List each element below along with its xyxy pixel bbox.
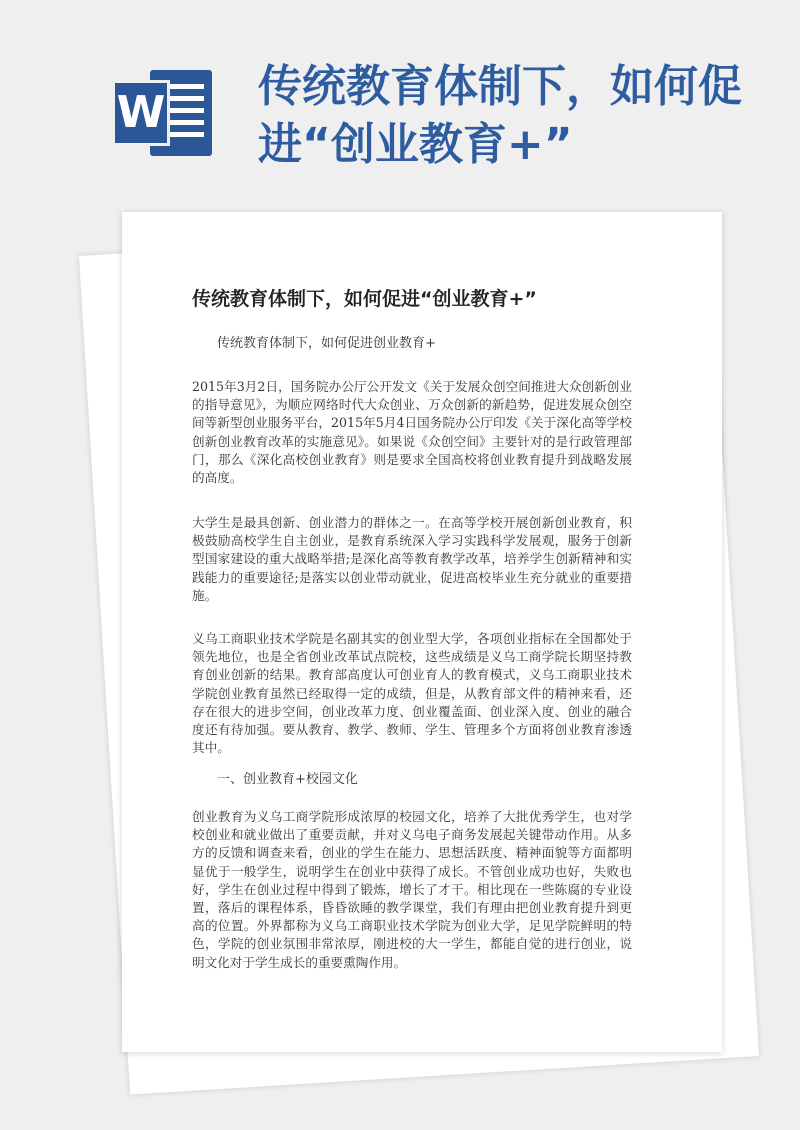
page-title: 传统教育体制下，如何促进“创业教育+” bbox=[258, 61, 742, 170]
paragraph-4: 创业教育为义乌工商学院形成浓厚的校园文化，培养了大批优秀学生，也对学校创业和就业做出了重要贡献，并对义乌电子商务发展起关键带动作用。从多方的反馈和调查来看，创业的学生在能力、思想活跃度、精神面貌等方面都明显优于一般学生，说明学生在创业中获得了成长。不管创业成功也好，失败也好，学生在创业过程中得到了锻炼，增长了才干。相比现在一些陈腐的专业设置，落后的课程体系，昏昏欲睡的教学课堂，我们有理由把创业教育提升到更高的位置。外界都称为义乌工商职业技术学院为创业大学，足见学院鲜明的特色，学院的创业氛围非常浓厚，刚进校的大一学生，都能自觉的进行创业，说明文化对于学生成长的重要熏陶作用。 bbox=[192, 809, 632, 970]
paragraph-3: 义乌工商职业技术学院是名副其实的创业型大学，各项创业指标在全国都处于领先地位，也是全省创业改革试点院校，这些成绩是义乌工商学院长期坚持教育创业创新的结果。教育部高度认可创业育人的教育模式，义乌工商职业技术学院创业教育虽然已经取得一定的成绩，但是，从教育部文件的精神来看，还存在很大的进步空间，创业改革力度、创业覆盖面、创业深入度、创业的融合度还有待加强。要从教育、教学、教师、学生、管理多个方面将创业教育渗透其中。 bbox=[192, 631, 632, 756]
document-subtitle: 传统教育体制下，如何促进创业教育+ bbox=[217, 336, 436, 351]
paragraph-2: 大学生是最具创新、创业潜力的群体之一。在高等学校开展创新创业教育，积极鼓励高校学生自主创业，是教育系统深入学习实践科学发展观，服务于创新型国家建设的重大战略举措;是深化高等教育教学改革，培养学生创新精神和实践能力的重要途径;是落实以创业带动就业，促进高校毕业生充分就业的重要措施。 bbox=[192, 515, 632, 603]
document-page[interactable] bbox=[122, 212, 722, 1052]
header bbox=[0, 0, 800, 210]
microsoft-word-icon bbox=[112, 70, 212, 156]
word-logo-letter: W bbox=[112, 80, 170, 146]
document-title: 传统教育体制下，如何促进“创业教育+” bbox=[192, 288, 537, 310]
paragraph-1: 2015年3月2日，国务院办公厅公开发文《关于发展众创空间推进大众创新创业的指导意见》，为顺应网络时代大众创业、万众创新的新趋势，促进发展众创空间等新型创业服务平台，2015年5月4日国务院办公厅印发《关于深化高等学校创新创业教育改革的实施意见》。如果说《众创空间》主要针对的是行政管理部门，那么《深化高校创业教育》则是要求全国高校将创业教育提升到战略发展的高度。 bbox=[192, 379, 632, 486]
section-heading: 一、创业教育+校园文化 bbox=[217, 772, 358, 787]
